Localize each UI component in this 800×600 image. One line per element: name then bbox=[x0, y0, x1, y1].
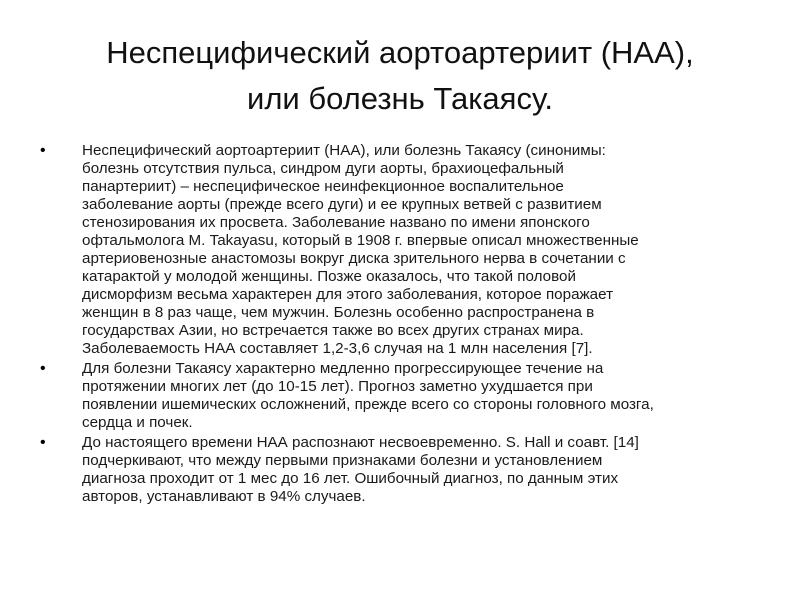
bullet-text-line: диагноза проходит от 1 мес до 16 лет. Ошибочный диагноз, по данным этих bbox=[82, 470, 619, 487]
bullet-icon: • bbox=[40, 142, 46, 159]
bullet-text-line: авторов, устанавливают в 94% случаев. bbox=[82, 488, 366, 505]
bullet-text-line: появлении ишемических осложнений, прежде всего со стороны головного мозга, bbox=[82, 396, 654, 413]
slide-title bbox=[40, 30, 760, 122]
bullet-text-line: До настоящего времени НАА распознают несвоевременно. S. Hall и соавт. [14] bbox=[82, 434, 639, 451]
title-line-2: или болезнь Такаясу. bbox=[247, 81, 553, 116]
bullet-item bbox=[30, 142, 750, 358]
bullet-text-line: Для болезни Такаясу характерно медленно прогрессирующее течение на bbox=[82, 360, 604, 377]
bullet-text-line: женщин в 8 раз чаще, чем мужчин. Болезнь особенно распространена в bbox=[82, 304, 595, 321]
bullet-item bbox=[30, 434, 750, 506]
bullet-text-line: заболевание аорты (прежде всего дуги) и ее крупных ветвей с развитием bbox=[82, 196, 602, 213]
bullet-text-line: артериовенозные анастомозы вокруг диска зрительного нерва в сочетании с bbox=[82, 250, 626, 267]
bullet-text-line: сердца и почек. bbox=[82, 414, 193, 431]
bullet-text-line: государствах Азии, но встречается также во всех других странах мира. bbox=[82, 322, 584, 339]
bullet-icon: • bbox=[40, 434, 46, 451]
bullet-text-line: стенозирования их просвета. Заболевание названо по имени японского bbox=[82, 214, 590, 231]
title-line-1: Неспецифический аортоартериит (НАА), bbox=[106, 35, 694, 70]
bullet-text-line: Неспецифический аортоартериит (НАА), или болезнь Такаясу (синонимы: bbox=[82, 142, 606, 159]
bullet-text-line: офтальмолога М. Takayasu, который в 1908 г. впервые описал множественные bbox=[82, 232, 639, 249]
bullet-item bbox=[30, 360, 750, 432]
bullet-list bbox=[30, 142, 750, 508]
bullet-text-line: панартериит) – неспецифическое неинфекционное воспалительное bbox=[82, 178, 564, 195]
bullet-text-line: дисморфизм весьма характерен для этого заболевания, которое поражает bbox=[82, 286, 614, 303]
bullet-icon: • bbox=[40, 360, 46, 377]
bullet-text-line: подчеркивают, что между первыми признаками болезни и установлением bbox=[82, 452, 603, 469]
bullet-text-line: протяжении многих лет (до 10-15 лет). Прогноз заметно ухудшается при bbox=[82, 378, 593, 395]
bullet-text-line: болезнь отсутствия пульса, синдром дуги аорты, брахиоцефальный bbox=[82, 160, 564, 177]
bullet-text-line: катарактой у молодой женщины. Позже оказалось, что такой половой bbox=[82, 268, 576, 285]
bullet-text-line: Заболеваемость НАА составляет 1,2-3,6 случая на 1 млн населения [7]. bbox=[82, 340, 593, 357]
